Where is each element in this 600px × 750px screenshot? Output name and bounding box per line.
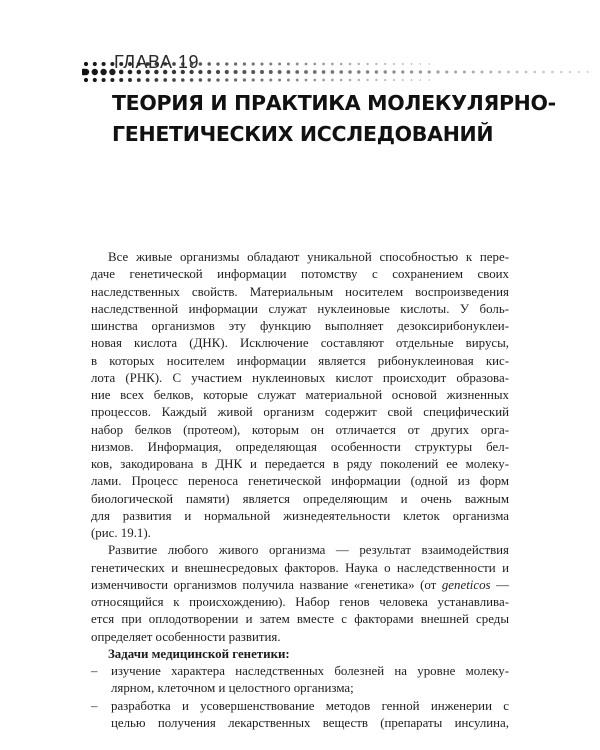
decorative-dot bbox=[102, 62, 106, 66]
decorative-dot bbox=[410, 70, 413, 73]
decorative-dot bbox=[331, 70, 335, 74]
decorative-dot bbox=[243, 78, 246, 81]
decorative-dot bbox=[419, 70, 422, 73]
decorative-dot bbox=[419, 63, 421, 65]
text-line: биологической памяти) является определяющим и очень важным bbox=[91, 491, 509, 506]
decorative-dot bbox=[269, 62, 272, 65]
decorative-dot bbox=[419, 79, 421, 81]
decorative-dot bbox=[586, 71, 588, 73]
decorative-dot bbox=[366, 70, 369, 73]
decorative-dot bbox=[216, 62, 219, 65]
text-line: лота (РНК). С участием нуклеиновых кислот происходит образова- bbox=[91, 370, 509, 385]
decorative-dot bbox=[551, 71, 554, 74]
decorative-dot bbox=[375, 79, 377, 81]
decorative-dot bbox=[242, 70, 246, 74]
decorative-dot bbox=[533, 71, 536, 74]
chapter-label: ГЛАВА 19 bbox=[114, 52, 199, 72]
decorative-dot bbox=[358, 63, 360, 65]
decorative-dot bbox=[392, 70, 395, 73]
decorative-dot bbox=[137, 78, 141, 82]
list-item bbox=[91, 698, 509, 733]
decorative-dot bbox=[331, 79, 334, 82]
text-line: ков, закодирована в ДНК и передается в ряду поколений ее молеку- bbox=[91, 457, 509, 471]
text-segment: изменчивости организмов получила название «генетика» (от bbox=[91, 577, 442, 592]
decorative-dot bbox=[251, 70, 255, 74]
decorative-dot bbox=[260, 62, 263, 65]
dash-bullet: – bbox=[91, 664, 98, 678]
text-line: определяет особенности развития. bbox=[91, 629, 281, 644]
decorative-dot bbox=[525, 71, 528, 74]
decorative-dot bbox=[339, 70, 343, 74]
decorative-dot bbox=[305, 79, 308, 82]
text-line: целью получения лекарственных веществ (препараты инсулина, bbox=[111, 715, 509, 730]
decorative-dot bbox=[411, 79, 413, 81]
decorative-dot bbox=[463, 70, 466, 73]
italic-term: geneticos bbox=[441, 577, 491, 592]
decorative-dot bbox=[207, 78, 210, 81]
decorative-dot bbox=[402, 63, 404, 65]
dash-bullet: – bbox=[91, 698, 98, 713]
decorative-dot bbox=[428, 63, 430, 65]
text-line bbox=[91, 577, 509, 594]
chapter-title-line: ГЕНЕТИЧЕСКИХ ИССЛЕДОВАНИЙ bbox=[112, 122, 494, 146]
decorative-dot bbox=[322, 70, 326, 74]
decorative-dot bbox=[542, 71, 545, 74]
decorative-dot bbox=[146, 78, 150, 82]
decorative-dot bbox=[181, 78, 185, 82]
decorative-dot bbox=[225, 62, 228, 65]
text-line: Развитие любого живого организма — результат взаимодействия bbox=[108, 543, 509, 558]
text-line: шинства организмов эту функцию выполняет дезоксирибонуклеи- bbox=[91, 319, 509, 333]
decorative-dot bbox=[92, 69, 98, 75]
decorative-dot bbox=[287, 79, 290, 82]
decorative-dot bbox=[84, 62, 88, 66]
decorative-dot bbox=[128, 78, 132, 82]
decorative-dot bbox=[340, 63, 343, 66]
text-line: ется при оплодотворении и затем вместе с факторами внешней среды bbox=[91, 612, 509, 627]
text-line: лярном, клеточном и целостного организма; bbox=[111, 681, 354, 696]
decorative-dot bbox=[498, 71, 501, 74]
decorative-dot bbox=[296, 63, 299, 66]
text-line: ние всех белков, которые служат материальной основой жизненных bbox=[91, 388, 509, 402]
decorative-dot bbox=[393, 79, 395, 81]
decorative-dot bbox=[569, 71, 572, 74]
decorative-dot bbox=[384, 70, 387, 73]
chapter-body bbox=[91, 249, 509, 732]
decorative-dot bbox=[428, 70, 431, 73]
decorative-dot bbox=[278, 70, 282, 74]
decorative-dot bbox=[100, 69, 106, 75]
decorative-dot bbox=[278, 79, 281, 82]
decorative-dot bbox=[110, 78, 114, 82]
decorative-dot bbox=[286, 70, 290, 74]
decorative-dot bbox=[163, 78, 167, 82]
decorative-dot bbox=[481, 71, 484, 74]
decorative-dot bbox=[358, 79, 360, 81]
list-item bbox=[91, 663, 509, 698]
decorative-dot bbox=[331, 63, 334, 66]
decorative-dot bbox=[393, 63, 395, 65]
decorative-dot bbox=[313, 70, 317, 74]
decorative-dot bbox=[199, 78, 202, 81]
decorative-dot bbox=[172, 78, 176, 82]
text-segment: — bbox=[490, 577, 509, 592]
decorative-dot bbox=[366, 63, 368, 65]
decorative-dot bbox=[225, 70, 229, 74]
decorative-dot bbox=[304, 70, 308, 74]
text-line: наследственных свойств. Материальным носителем воспроизведения bbox=[91, 284, 509, 299]
paragraph-genetics bbox=[91, 542, 509, 646]
decorative-dot bbox=[252, 62, 255, 65]
decorative-dot bbox=[207, 62, 210, 65]
decorative-dot bbox=[269, 78, 272, 81]
decorative-dot bbox=[313, 79, 316, 82]
text-line: даче генетической информации потомству с сохранением своих bbox=[91, 267, 509, 282]
decorative-dot bbox=[252, 78, 255, 81]
decorative-dot bbox=[269, 70, 273, 74]
decorative-dot bbox=[411, 63, 413, 65]
decorative-dot bbox=[190, 78, 194, 82]
paragraph-intro bbox=[91, 249, 509, 542]
decorative-dot bbox=[225, 78, 228, 81]
decorative-dot bbox=[93, 62, 97, 66]
decorative-dot bbox=[322, 79, 325, 82]
text-line: процессов. Каждый живой организм содержит свой специфический bbox=[91, 405, 509, 420]
decorative-dot bbox=[93, 78, 97, 82]
decorative-dot bbox=[234, 78, 237, 81]
decorative-dot bbox=[287, 63, 290, 66]
decorative-dot bbox=[489, 71, 492, 74]
decorative-dot bbox=[375, 70, 378, 73]
decorative-dot bbox=[560, 71, 563, 74]
decorative-dot bbox=[216, 78, 219, 81]
decorative-dot bbox=[384, 63, 386, 65]
decorative-dot bbox=[454, 70, 457, 73]
chapter-title bbox=[112, 88, 582, 150]
decorative-dot bbox=[472, 71, 475, 74]
decorative-dot bbox=[401, 70, 404, 73]
decorative-dot bbox=[155, 78, 159, 82]
decorative-dot bbox=[234, 70, 238, 74]
text-line: генетических и внешнесредовых факторов. Наука о наследственности и bbox=[91, 560, 509, 575]
text-line: новая кислота (ДНК). Исключение составляют отдельные вирусы, bbox=[91, 336, 509, 351]
decorative-dot bbox=[207, 70, 211, 74]
decorative-dot bbox=[428, 79, 430, 81]
decorative-dot bbox=[507, 71, 510, 74]
decorative-dot bbox=[305, 63, 308, 66]
decorative-dot bbox=[84, 78, 88, 82]
chapter-title-line: ТЕОРИЯ И ПРАКТИКА МОЛЕКУЛЯРНО- bbox=[112, 91, 556, 115]
decorative-dot bbox=[102, 78, 106, 82]
decorative-dot bbox=[313, 63, 316, 66]
tasks-section bbox=[91, 646, 509, 732]
decorative-dot bbox=[375, 63, 377, 65]
decorative-dot bbox=[243, 62, 246, 65]
decorative-dot bbox=[516, 71, 519, 74]
decorative-dot bbox=[295, 70, 299, 74]
decorative-dot bbox=[402, 79, 404, 81]
text-line: (рис. 19.1). bbox=[91, 526, 151, 540]
decorative-dot bbox=[322, 63, 325, 66]
decorative-dot bbox=[199, 62, 202, 65]
text-line: в которых носителем информации является рибонуклеиновая кис- bbox=[91, 353, 509, 368]
decorative-dot bbox=[234, 62, 237, 65]
text-line: Все живые организмы обладают уникальной способностью к пере- bbox=[108, 250, 509, 264]
decorative-dot bbox=[260, 78, 263, 81]
decorative-dot bbox=[296, 79, 299, 82]
decorative-dot bbox=[216, 70, 220, 74]
decorative-dot bbox=[349, 79, 352, 82]
decorative-dot bbox=[436, 70, 439, 73]
decorative-dot bbox=[578, 71, 580, 73]
text-line: для развития и нормальной жизнедеятельности клеток организма bbox=[91, 508, 509, 523]
decorative-dot bbox=[340, 79, 343, 82]
decorative-dot bbox=[445, 70, 448, 73]
decorative-dot bbox=[349, 63, 352, 66]
text-line: низмов. Информация, определяющая особенности структуры бел- bbox=[91, 439, 509, 454]
text-line: наследственной информации служат нуклеиновые кислоты. У боль- bbox=[91, 301, 509, 316]
text-line: относящийся к происхождению). Набор генов человека устанавлива- bbox=[91, 595, 509, 609]
text-line: набор белков (протеом), которым он отличается от других орга- bbox=[91, 422, 509, 437]
decorative-dot bbox=[357, 70, 361, 74]
text-line: лами. Процесс переноса генетической информации (одной из форм bbox=[91, 474, 509, 489]
text-line: разработка и усовершенствование методов генной инженерии с bbox=[111, 698, 509, 713]
text-line: изучение характера наследственных болезней на уровне молеку- bbox=[111, 664, 509, 678]
decorative-dot bbox=[384, 79, 386, 81]
decorative-dot bbox=[260, 70, 264, 74]
decorative-dot bbox=[366, 79, 368, 81]
decorative-dot bbox=[119, 78, 123, 82]
decorative-dot bbox=[348, 70, 352, 74]
decorative-dot bbox=[278, 63, 281, 66]
section-heading: Задачи медицинской генетики: bbox=[108, 646, 290, 661]
